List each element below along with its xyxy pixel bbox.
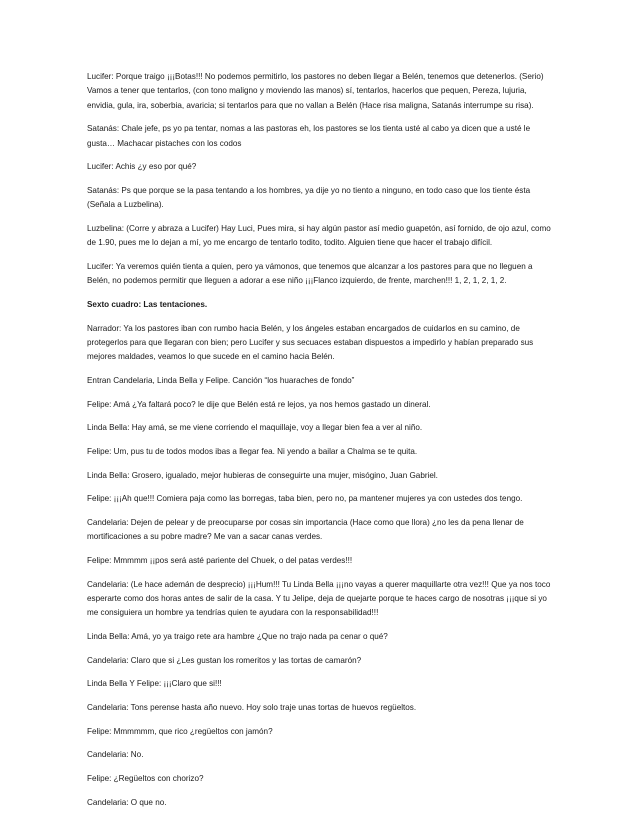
dialogue-paragraph: Linda Bella: Grosero, igualado, mejor hubieras de conseguirte una mujer, misógino, Juan Gabriel. [87, 470, 438, 480]
dialogue-paragraph: Candelaria: O que no. [87, 797, 167, 807]
dialogue-paragraph: Felipe: Mmmmm ¡¡pos será asté pariente del Chuek, o del patas verdes!!! [87, 555, 353, 565]
dialogue-paragraph: Felipe: Mmmmmm, que rico ¿regüeltos con jamón? [87, 726, 273, 736]
dialogue-paragraph: Lucifer: Achis ¿y eso por qué? [87, 162, 197, 172]
dialogue-paragraph: Luzbelina: (Corre y abraza a Lucifer) Hay Luci, Pues mira, si hay algún pastor así medio guapetón, así fornido, de ojo azul, como de 1.90, pues me lo dejan a mí, yo me encargo de tentarlo todito, todito. Alguien tiene que hacer el trabajo difícil. [87, 223, 551, 248]
dialogue-paragraph: Candelaria: (Le hace ademán de desprecio) ¡¡¡Hum!!! Tu Linda Bella ¡¡¡no vayas a querer maquillarte otra vez!!! Que ya nos toco esperarte como dos horas antes de salir de la casa. Y tu Jelipe, deja de quejarte porque te haces cargo de nosotras ¡¡¡que si yo me consiguiera un hombre ya tendrías quien te ayudara con la responsabilidad!!! [87, 579, 551, 618]
dialogue-paragraph: Felipe: ¡¡¡Ah que!!! Comiera paja como las borregas, taba bien, pero no, pa mantener mujeres ya con ustedes dos tengo. [87, 494, 523, 504]
section-heading: Sexto cuadro: Las tentaciones. [87, 299, 208, 309]
dialogue-paragraph: Lucifer: Porque traigo ¡¡¡Botas!!! No podemos permitirlo, los pastores no deben llegar a Belén, tenemos que detenerlos. (Serio) Vamos a tener que tentarlos, (con tono maligno y moviendo las manos) sí, tentarlos, hacerlos que pequen, Pereza, lujuria, envidia, gula, ira, soberbia, avaricia; si tentarlos para que no vallan a Belén (Hace risa maligna, Satanás interrumpe su risa). [87, 72, 544, 110]
dialogue-paragraph: Candelaria: No. [87, 750, 144, 760]
dialogue-paragraph: Candelaria: Claro que si ¿Les gustan los romeritos y las tortas de camarón? [87, 655, 362, 665]
document-body [87, 70, 556, 810]
dialogue-paragraph: Linda Bella: Amá, yo ya traigo rete ara hambre ¿Que no trajo nada pa cenar o qué? [87, 631, 388, 641]
dialogue-paragraph: Narrador: Ya los pastores iban con rumbo hacia Belén, y los ángeles estaban encargados de cuidarlos en su camino, de protegerlos para que llegaran con bien; pero Lucifer y sus secuaces estaban dispuestos a impedirlo y habían preparado sus mejores maldades, veamos lo que sucede en el camino hacia Belén. [87, 323, 534, 362]
dialogue-paragraph: Candelaria: Dejen de pelear y de preocuparse por cosas sin importancia (Hace como que llora) ¿no les da pena llenar de mortificaciones a su pobre madre? Me van a sacar canas verdes. [87, 518, 524, 542]
dialogue-paragraph: Linda Bella Y Felipe: ¡¡¡Claro que si!!! [87, 679, 222, 689]
dialogue-paragraph: Candelaria: Tons perense hasta año nuevo. Hoy solo traje unas tortas de huevos regüeltos. [87, 703, 417, 713]
dialogue-paragraph: Lucifer: Ya veremos quién tienta a quien, pero ya vámonos, que tenemos que alcanzar a los pastores para que no lleguen a Belén, no podemos permitir que lleguen a adorar a ese niño ¡¡¡Flanco izquierdo, de frente, marchen!!! 1, 2, 1, 2, 1, 2. [87, 261, 533, 286]
dialogue-paragraph: Entran Candelaria, Linda Bella y Felipe. Canción “los huaraches de fondo” [87, 375, 355, 385]
dialogue-paragraph: Felipe: Amá ¿Ya faltará poco? le dije que Belén está re lejos, ya nos hemos gastado un dineral. [87, 399, 431, 409]
dialogue-paragraph: Felipe: Um, pus tu de todos modos ibas a llegar fea. Ni yendo a bailar a Chalma se te quita. [87, 446, 418, 456]
dialogue-paragraph: Satanás: Chale jefe, ps yo pa tentar, nomas a las pastoras eh, los pastores se los tienta usté al cabo ya dicen que a usté le gusta… Machacar pistaches con los codos [87, 124, 531, 148]
dialogue-paragraph: Satanás: Ps que porque se la pasa tentando a los hombres, ya dije yo no tiento a ninguno, en todo caso que los tiente ésta (Señala a Luzbelina). [87, 185, 531, 210]
dialogue-paragraph: Linda Bella: Hay amá, se me viene corriendo el maquillaje, voy a llegar bien fea a ver al niño. [87, 423, 423, 433]
dialogue-paragraph: Felipe: ¿Regüeltos con chorizo? [87, 774, 204, 784]
